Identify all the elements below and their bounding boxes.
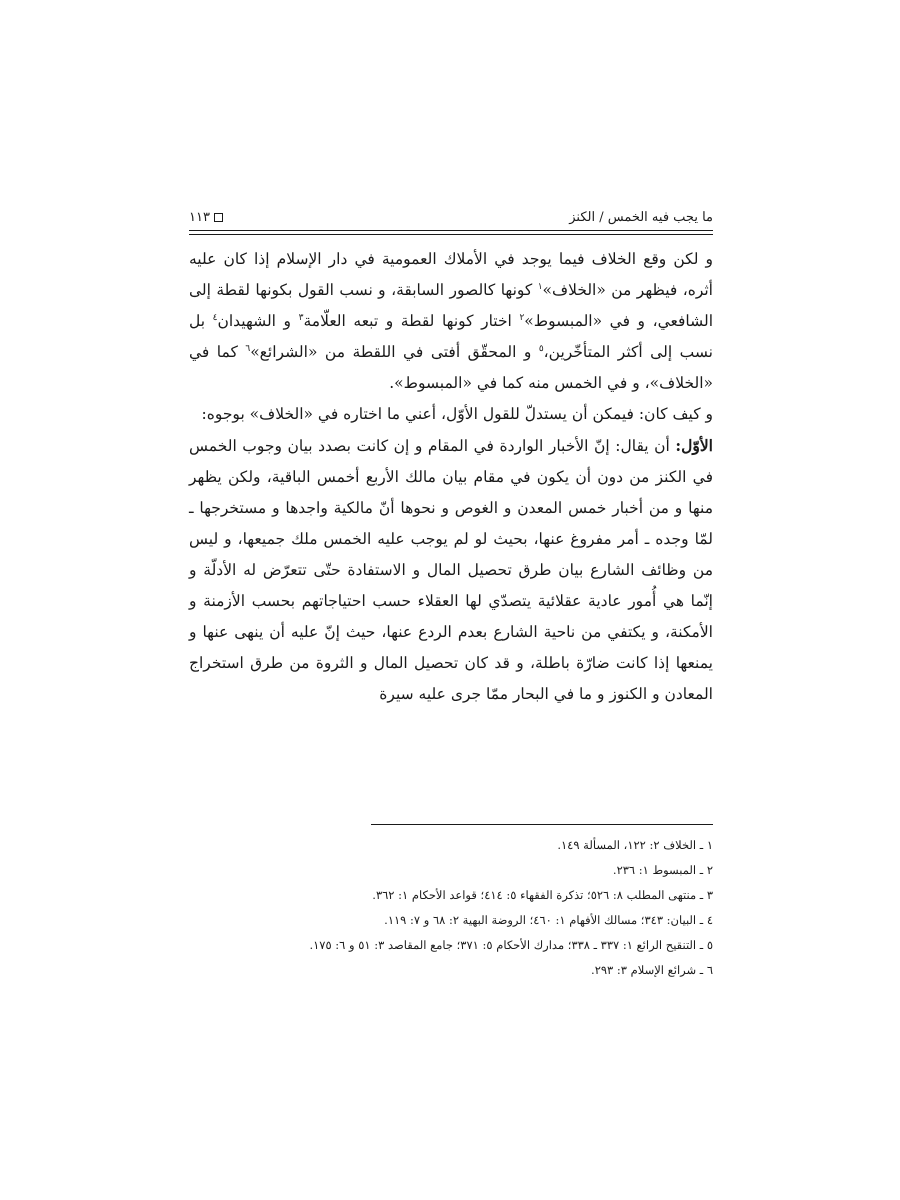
footnote-1: ١ ـ الخلاف ٢: ١٢٢، المسألة ١٤٩. [557, 838, 713, 852]
footnote-3: ٣ ـ منتهى المطلب ٨: ٥٢٦؛ تذكرة الفقهاء ٥: ٤١٤؛ قواعد الأحكام ١: ٣٦٢. [372, 888, 713, 902]
running-title: ما يجب فيه الخمس / الكنز [569, 209, 713, 225]
footnote-ref-4[interactable]: ٤ [212, 312, 218, 323]
page-header [189, 207, 713, 227]
footnote-ref-2[interactable]: ٢ [519, 312, 525, 323]
paragraph-3-lead: الأوّل: [675, 436, 713, 455]
body-text [189, 244, 713, 710]
footnotes [189, 833, 713, 983]
footnote-ref-1[interactable]: ١ [537, 281, 543, 292]
footnote-separator [371, 824, 713, 825]
paragraph-3: الأوّل: أن يقال: إنّ الأخبار الواردة في المقام و إن كانت بصدد بيان وجوب الخمس في الكنز من دون أن يكون في مقام بيان مالك الأربع أخمس الباقية، ولكن يظهر منها و من أخبار خمس المعدن و الغوص و نحوها أنّ مالكية واجدها و مستخرجها ـ لمّا وجده ـ أمر مفروغ عنها، بحيث لو لم يوجب عليه الخمس ملك جميعها، و ليس من وظائف الشارع بيان طرق تحصيل المال و الاستفادة حتّى تتعرّض له الأدلّة و إنّما هي أُمور عادية عقلائية يتصدّي لها العقلاء حسب احتياجاتهم بحسب الأزمنة و الأمكنة، و يكتفي من ناحية الشارع بعدم الردع عنها، حيث إنّ عليه أن ينهى عنها و يمنعها إذا كانت ضارّة باطلة، و قد كان تحصيل المال و الثروة من طرق استخراج المعادن و الكنوز و ما في البحار ممّا جرى عليه سيرة [189, 436, 713, 703]
square-box-icon [214, 213, 223, 222]
footnote-ref-6[interactable]: ٦ [245, 343, 251, 354]
footnote-ref-5[interactable]: ٥ [538, 343, 544, 354]
paragraph-1: و لكن وقع الخلاف فيما يوجد في الأملاك العمومية في دار الإسلام إذا كان عليه أثره، فيظهر من «الخلاف»$^١$ كونها كالصور السابقة، و نسب القول بكونها لقطة إلى الشافعي، و في «المبسوط»$^٢$ اختار كونها لقطة و تبعه العلّامة$^٣$ و الشهيدان$^٤$ بل نسب إلى أكثر المتأخّرين،$^٥$ و المحقّق أفتى في اللقطة من «الشرائع»$^٦$ كما في «الخلاف»، و في الخمس منه كما في «المبسوط». [189, 250, 713, 392]
footnote-6: ٦ ـ شرائع الإسلام ٣: ٢٩٣. [591, 963, 713, 977]
paragraph-2: و كيف كان: فيمكن أن يستدلّ للقول الأوّل، أعني ما اختاره في «الخلاف» بوجوه: [201, 405, 713, 423]
footnote-4: ٤ ـ البيان: ٣٤٣؛ مسالك الأفهام ١: ٤٦٠؛ الروضة البهية ٢: ٦٨ و ٧: ١١٩. [384, 913, 713, 927]
header-rule-thin [189, 234, 713, 235]
page-number-text: ١١٣ [189, 209, 210, 225]
footnote-5: ٥ ـ التنقيح الرائع ١: ٣٣٧ ـ ٣٣٨؛ مدارك الأحكام ٥: ٣٧١؛ جامع المقاصد ٣: ٥١ و ٦: ١٧٥. [309, 938, 713, 952]
footnote-ref-3[interactable]: ٣ [298, 312, 304, 323]
footnote-2: ٢ ـ المبسوط ١: ٢٣٦. [612, 863, 713, 877]
header-rule-thick [189, 230, 713, 231]
page-number [189, 210, 223, 225]
